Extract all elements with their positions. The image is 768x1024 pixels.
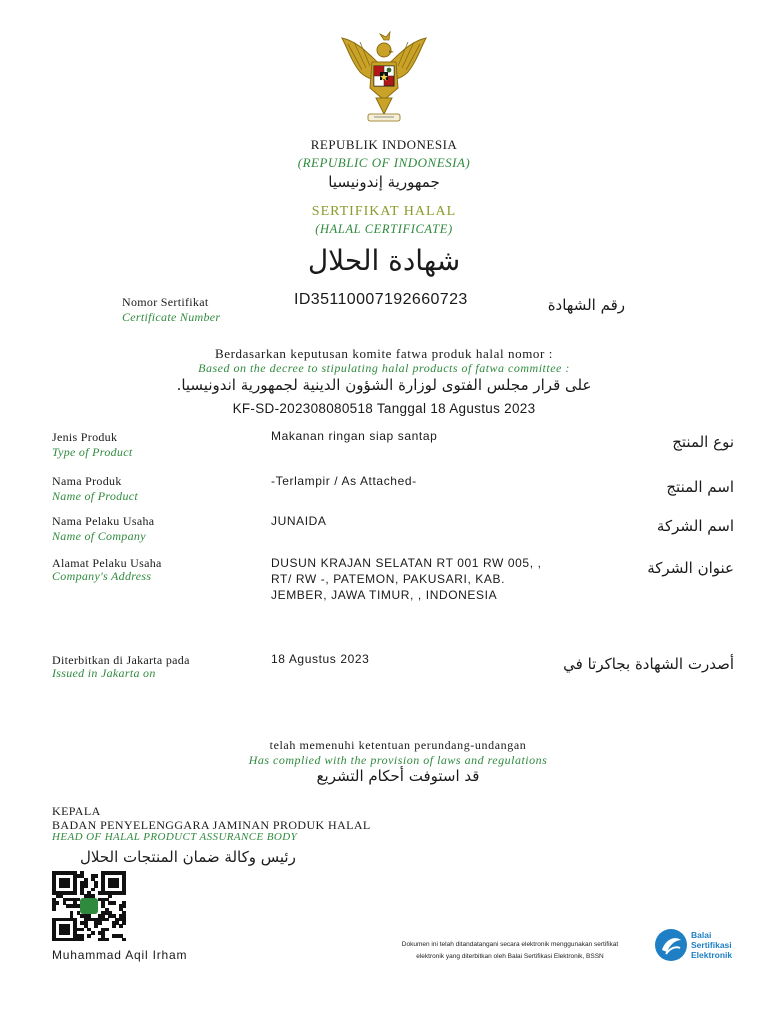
field-label-en: Type of Product (52, 445, 133, 459)
field-label-ar: عنوان الشركة (647, 559, 734, 577)
decree-text-ar: على قرار مجلس الفتوى لوزارة الشؤون الدينية لجمهورية اندونيسيا. (176, 376, 592, 394)
field-label: Jenis Produk (52, 430, 118, 444)
compliance-text-en: Has complied with the provision of laws and regulations (248, 753, 548, 767)
compliance-text: telah memenuhi ketentuan perundang-undangan (269, 738, 527, 752)
certificate-title-ar: شهادة الحلال (307, 244, 461, 277)
country-name-ar: جمهورية إندونيسيا (328, 173, 440, 191)
field-label-ar: أصدرت الشهادة بجاكرتا في (563, 655, 734, 673)
bsre-logo-text: Balai Sertifikasi Elektronik (691, 930, 733, 960)
field-label-en: Name of Product (52, 489, 139, 503)
bsre-logo-icon (654, 928, 688, 962)
field-value-product-type: Makanan ringan siap santap (271, 429, 438, 443)
signatory-name: Muhammad Aqil Irham (52, 948, 188, 962)
cert-number-label-en: Certificate Number (122, 310, 221, 324)
cert-number-label-ar: رقم الشهادة (547, 296, 625, 314)
signatory-agency: BADAN PENYELENGGARA JAMINAN PRODUK HALAL (52, 818, 371, 832)
decree-number: KF-SD-202308080518 Tanggal 18 Agustus 2023 (232, 401, 536, 416)
country-name-en: (REPUBLIC OF INDONESIA) (297, 155, 471, 170)
e-sign-note-line: Dokumen ini telah ditandatangani secara elektronik menggunakan sertifikat (401, 941, 619, 948)
field-label-en: Name of Company (52, 529, 146, 543)
field-value-issue-date: 18 Agustus 2023 (271, 652, 370, 666)
field-value-address-line: RT/ RW -, PATEMON, PAKUSARI, KAB. (271, 572, 506, 586)
signatory-title: KEPALA (52, 804, 101, 818)
certificate-title-en: (HALAL CERTIFICATE) (315, 222, 453, 236)
signatory-title-en: HEAD OF HALAL PRODUCT ASSURANCE BODY (52, 831, 298, 843)
field-label-ar: اسم المنتج (666, 478, 734, 496)
qr-code-icon (52, 871, 126, 941)
field-label: Alamat Pelaku Usaha (52, 556, 162, 570)
field-value-company-name: JUNAIDA (271, 514, 327, 528)
decree-text: Berdasarkan keputusan komite fatwa produk halal nomor : (214, 346, 554, 361)
field-value-address-line: JEMBER, JAWA TIMUR, , INDONESIA (271, 588, 498, 602)
field-label: Nama Produk (52, 474, 122, 488)
e-sign-note-line: elektronik yang diterbitkan oleh Balai Sertifikasi Elektronik, BSSN (416, 953, 604, 960)
halal-logo-icon (80, 898, 98, 915)
field-label-en: Company's Address (52, 569, 152, 583)
cert-number-value: ID35110007192660723 (294, 291, 468, 308)
field-value-address-line: DUSUN KRAJAN SELATAN RT 001 RW 005, , (271, 556, 542, 570)
field-value-product-name: -Terlampir / As Attached- (271, 474, 417, 488)
compliance-text-ar: قد استوفت أحكام التشريع (316, 767, 480, 785)
field-label-en: Issued in Jakarta on (52, 666, 156, 680)
field-label-ar: اسم الشركة (656, 517, 734, 535)
country-name: REPUBLIK INDONESIA (310, 137, 458, 152)
field-label: Nama Pelaku Usaha (52, 514, 155, 528)
certificate-title: SERTIFIKAT HALAL (311, 204, 457, 219)
field-label-ar: نوع المنتج (672, 433, 734, 451)
signatory-title-ar: رئيس وكالة ضمان المنتجات الحلال (80, 848, 296, 866)
garuda-emblem-icon (334, 28, 434, 128)
cert-number-label: Nomor Sertifikat (122, 295, 209, 309)
decree-text-en: Based on the decree to stipulating halal products of fatwa committee : (198, 361, 570, 375)
field-label: Diterbitkan di Jakarta pada (52, 653, 190, 667)
